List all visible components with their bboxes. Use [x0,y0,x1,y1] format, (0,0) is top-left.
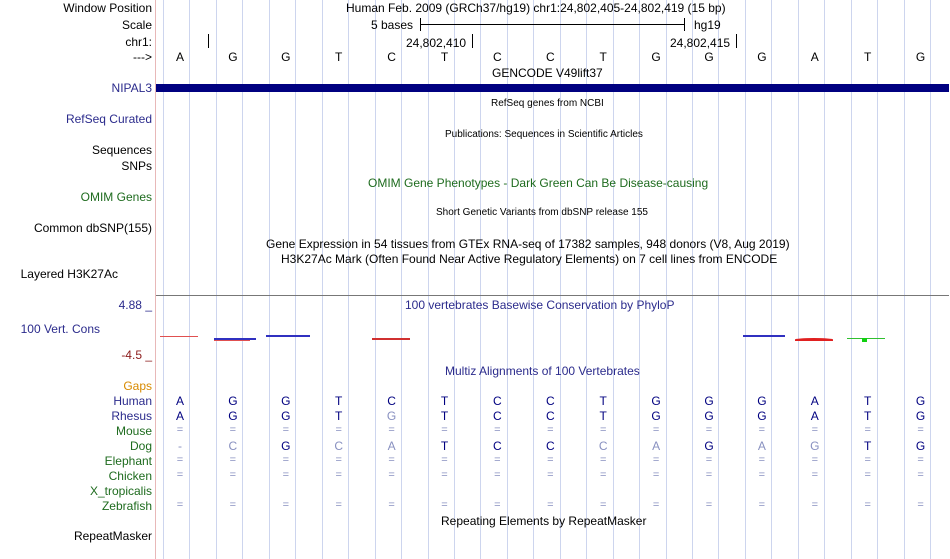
alignment-base: T [864,394,872,408]
alignment-base: = [282,424,290,436]
alignment-base: A [175,409,184,423]
alignment-base: = [494,424,501,436]
alignment-base: = [917,424,924,436]
repeatmasker-track-title: Repeating Elements by RepeatMasker [441,514,647,528]
alignment-base: = [917,454,924,466]
alignment-base: G [915,394,926,408]
alignment-base: = [335,454,342,466]
reference-base: T [440,50,449,64]
scale-bases-text: 5 bases [371,18,414,32]
alignment-base: = [282,454,290,466]
window-position-label: Window Position [63,1,152,15]
alignment-base: = [864,454,871,466]
scale-label: Scale [121,18,152,32]
alignment-base: C [228,439,238,453]
alignment-base: = [599,469,607,481]
phylop-mark-2b [214,340,250,341]
alignment-base: = [547,469,554,481]
phylop-mark-5 [743,335,785,337]
alignment-base: = [864,424,871,436]
alignment-base: A [757,439,766,453]
alignment-base: = [705,424,713,436]
track-separator [156,295,949,296]
position-title: Human Feb. 2009 (GRCh37/hg19) chr1:24,802,405-24,802,419 (15 bp) [346,1,726,15]
alignment-base: G [704,439,714,453]
alignment-base: = [494,499,501,511]
alignment-base: = [335,469,342,481]
alignment-base: T [864,439,872,453]
alignment-base: = [494,469,501,481]
species-label-rhesus[interactable]: Rhesus [111,409,152,423]
scale-bar-left-tick [420,18,421,31]
alignment-base: T [335,394,343,408]
reference-base: T [335,50,343,64]
alignment-base: T [599,394,607,408]
scale-bar-right-tick [684,18,685,31]
ruler-start-tick [208,34,209,48]
alignment-base: C [545,394,555,408]
multiz-track-title: Multiz Alignments of 100 Vertebrates [445,364,640,378]
nipal3-gene-label[interactable]: NIPAL3 [111,81,152,95]
alignment-base: G [228,394,238,408]
alignment-base: = [494,454,501,466]
alignment-base: = [599,424,607,436]
alignment-base: G [281,409,291,423]
publications-track-title: Publications: Sequences in Scientific Articles [445,129,643,140]
alignment-base: = [176,499,184,511]
species-label-zebrafish[interactable]: Zebrafish [101,499,152,513]
species-label-dog[interactable]: Dog [129,439,152,453]
phylop-max-label: 4.88 _ [118,298,152,312]
alignment-base: = [705,454,713,466]
reference-base: C [545,50,555,64]
alignment-base: A [175,394,184,408]
ruler-tick-label-1: 24,802,410 [406,36,467,50]
alignment-base: T [864,409,872,423]
reference-base: T [864,50,872,64]
alignment-base: = [441,469,448,481]
alignment-base: G [651,394,661,408]
alignment-base: T [599,409,607,423]
h3k27ac-track-title: H3K27Ac Mark (Often Found Near Active Regulatory Elements) on 7 cell lines from ENCODE [281,252,778,266]
reference-base: G [704,50,714,64]
alignment-base: = [652,499,660,511]
alignment-base: A [810,394,819,408]
ruler-tick-2 [736,34,737,48]
alignment-base: = [758,469,766,481]
alignment-base: G [915,439,926,453]
alignment-base: C [598,439,608,453]
alignment-base: C [387,394,396,408]
ruler-tick-label-2: 24,802,415 [670,36,731,50]
alignment-base: = [758,499,766,511]
alignment-base: = [811,424,819,436]
alignment-base: = [388,499,395,511]
reference-base: G [228,50,238,64]
assembly-label: hg19 [694,18,721,32]
alignment-base: = [599,499,607,511]
alignment-base: = [176,469,184,481]
alignment-base: = [229,499,237,511]
phylop-mark-4 [372,338,410,340]
alignment-base: = [229,424,237,436]
reference-base: G [915,50,926,64]
alignment-base: C [334,439,344,453]
reference-base: C [387,50,396,64]
alignment-base: = [652,469,660,481]
dbsnp-track-title: Short Genetic Variants from dbSNP release 155 [436,207,648,218]
sequences-label[interactable]: Sequences [91,143,152,157]
species-label-x_tropicalis[interactable]: X_tropicalis [89,484,152,498]
alignment-base: = [864,469,871,481]
alignment-base: T [335,409,343,423]
layered-h3k27ac-label[interactable]: Layered H3K27Ac [20,267,118,281]
phylop-mark-7b [862,338,867,342]
alignment-base: A [652,439,661,453]
vert-cons-label[interactable]: 100 Vert. Cons [20,322,100,336]
alignment-base: = [441,424,448,436]
phylop-min-label: -4.5 _ [121,348,152,362]
common-dbsnp-label[interactable]: Common dbSNP(155) [33,221,152,235]
alignment-base: = [599,454,607,466]
track-label-panel [0,0,155,559]
alignment-base: = [176,454,184,466]
alignment-base: = [811,454,819,466]
reference-base: G [757,50,767,64]
gaps-label[interactable]: Gaps [123,379,152,393]
phylop-mark-6 [795,338,833,341]
strand-arrow-label: ---> [133,50,152,64]
alignment-base: C [545,439,555,453]
refseq-track-title: RefSeq genes from NCBI [491,98,604,109]
alignment-base: C [545,409,555,423]
species-label-chicken[interactable]: Chicken [108,469,152,483]
snps-label[interactable]: SNPs [121,159,152,173]
alignment-base: C [493,439,502,453]
alignment-base: T [440,409,449,423]
omim-genes-label[interactable]: OMIM Genes [80,190,152,204]
alignment-base: A [810,409,819,423]
reference-base: G [281,50,291,64]
alignment-base: = [282,469,290,481]
ruler-tick-1 [472,34,473,48]
alignment-base: = [864,499,871,511]
alignment-base: = [652,454,660,466]
alignment-base: = [441,454,448,466]
gtex-track-title: Gene Expression in 54 tissues from GTEx RNA-seq of 17382 samples, 948 donors (V8, Aug 2019) [266,237,790,251]
refseq-curated-label[interactable]: RefSeq Curated [65,112,152,126]
alignment-base: = [441,499,448,511]
alignment-base: = [705,499,713,511]
alignment-base: = [652,424,660,436]
alignment-base: = [176,424,184,436]
alignment-base: G [757,409,767,423]
alignment-base: G [704,394,714,408]
alignment-base: G [704,409,714,423]
reference-base: A [810,50,819,64]
nipal3-gene-bar[interactable] [156,84,949,92]
alignment-base: A [387,439,396,453]
alignment-base: = [811,469,819,481]
scale-bar [420,24,685,25]
repeatmasker-label[interactable]: RepeatMasker [73,529,152,543]
alignment-base: = [229,454,237,466]
alignment-base: = [388,454,395,466]
reference-base: G [651,50,661,64]
alignment-base: - [178,439,182,453]
reference-base: T [599,50,607,64]
alignment-base: = [282,499,290,511]
alignment-base: = [335,424,342,436]
gencode-track-title: GENCODE V49lift37 [492,66,603,80]
omim-track-title: OMIM Gene Phenotypes - Dark Green Can Be Disease-causing [368,176,709,190]
reference-base: A [175,50,184,64]
alignment-base: T [440,439,449,453]
alignment-base: = [229,469,237,481]
alignment-base: G [386,409,397,423]
alignment-base: C [493,409,502,423]
alignment-base: = [917,499,924,511]
alignment-base: G [651,409,661,423]
phylop-mark-1 [160,336,198,337]
phylop-mark-3 [266,335,310,337]
alignment-base: = [388,469,395,481]
species-label-human[interactable]: Human [113,394,152,408]
alignment-base: = [758,454,766,466]
alignment-base: = [547,454,554,466]
alignment-base: = [758,424,766,436]
reference-base: C [493,50,502,64]
alignment-base: = [917,469,924,481]
alignment-base: = [811,499,819,511]
alignment-base: = [335,499,342,511]
alignment-base: G [281,394,291,408]
alignment-base: G [228,409,238,423]
alignment-base: T [440,394,449,408]
alignment-base: = [388,424,395,436]
alignment-base: G [810,439,820,453]
alignment-base: G [757,394,767,408]
alignment-base: = [547,424,554,436]
alignment-base: = [547,499,554,511]
species-label-elephant[interactable]: Elephant [104,454,152,468]
chr-label: chr1: [125,35,152,49]
species-label-mouse[interactable]: Mouse [115,424,152,438]
alignment-base: C [493,394,502,408]
phylop-track-title: 100 vertebrates Basewise Conservation by PhyloP [405,298,675,312]
alignment-base: = [705,469,713,481]
alignment-base: G [281,439,291,453]
alignment-base: G [915,409,926,423]
